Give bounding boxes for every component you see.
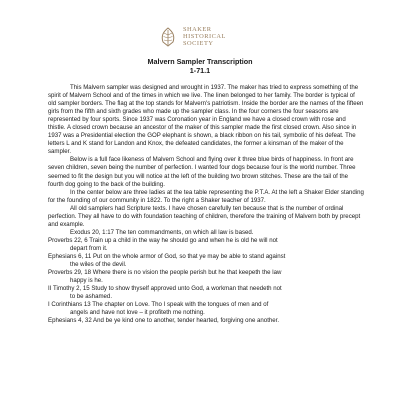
- scripture-text: Ephesians 6, 11 Put on the whole armor of God, so that ye may be able to stand against: [48, 252, 286, 260]
- scripture-item: [70, 229, 364, 237]
- scripture-continuation: to be ashamed.: [70, 293, 113, 301]
- scripture-continuation: happy is he.: [70, 277, 103, 285]
- logo-text: [183, 26, 226, 47]
- scripture-text: Ephesians 4, 32 And be ye kind one to another, tender hearted, forgiving one another.: [48, 317, 280, 325]
- scripture-continuation: depart from it.: [70, 244, 108, 252]
- paragraph: Below is a full face likeness of Malvern School and flying over it three blue birds of happiness. In front are seven children, seven being the number of perfection. I wanted four dogs because four is the world number. Three seemed to fit the design but you will notice at the left of the building two brown stitches. These are the tail of the fourth dog going to the back of the building.: [48, 156, 356, 188]
- scripture-text: Proverbs 29, 18 Where there is no vision the people perish but he that keepeth the law: [48, 269, 282, 277]
- logo-line: SHAKER: [183, 26, 212, 33]
- scripture-text: Proverbs 22, 6 Train up a child in the way he should go and when he is old he will not: [48, 236, 278, 244]
- paragraph: This Malvern sampler was designed and wrought in 1937. The maker has tried to express something of the spirit of Malvern School and of the times in which we live. The linen belonged to her family. The border is typical of old sampler borders. The flag at the top stands for Malvern's patriotism. Inside the border are the names of the fifteen girls from the fifth and sixth grades who made up the sampler class. In the four corners the four seasons are represented by four sports. Since 1937 was Coronation year in England we have a closed crown with rose and thistle. A closed crown because an ancestor of the maker of this sampler made the first closed crown. Also since in 1937 was a Presidential election the GOP elephant is shown, a black ribbon on his tail, symbolic of his defeat. The letters L and K stand for Landon and Knox, the defeated candidates, the former a kinsman of the maker of the sampler.: [48, 84, 364, 156]
- society-logo: [157, 26, 226, 47]
- title-catalog-number: 1-71.1: [189, 65, 211, 75]
- scripture-item: [48, 301, 364, 317]
- title-main: Malvern Sampler Transcription: [147, 57, 253, 66]
- shaker-society-leaf-icon: [157, 27, 179, 47]
- scripture-continuation: angels and have not love – it profiteth me nothing.: [70, 309, 205, 317]
- scripture-text: I Corinthians 13 The chapter on Love. Tho I speak with the tongues of men and of: [48, 301, 269, 309]
- scripture-item: [48, 285, 364, 301]
- scripture-item: [48, 269, 364, 285]
- scripture-item: [48, 253, 364, 269]
- paragraph: In the center below are three ladies at the tea table representing the P.T.A. At the left a Shaker Elder standing for the founding of our community in 1822. To the right a Shaker teacher of 1937.: [48, 188, 364, 204]
- document-body: [48, 84, 364, 325]
- document-title: [0, 58, 400, 75]
- logo-line: HISTORICAL: [183, 33, 226, 40]
- scripture-text: II Timothy 2, 15 Study to show thyself approved unto God, a workman that needeth not: [48, 285, 282, 293]
- scripture-item: [48, 237, 364, 253]
- scripture-list: [48, 229, 364, 326]
- paragraph: All old samplers had Scripture texts. I have chosen carefully ten because that is the number of ordinal perfection. They all have to do with foundation teaching of children, therefore the training of Malvern both by precept and example.: [48, 204, 361, 228]
- scripture-item: [48, 317, 364, 325]
- scripture-text: Exodus 20, 1:17 The ten commandments, on which all law is based.: [70, 228, 254, 236]
- logo-line: SOCIETY: [183, 40, 214, 47]
- scripture-continuation: the wiles of the devil.: [70, 261, 127, 269]
